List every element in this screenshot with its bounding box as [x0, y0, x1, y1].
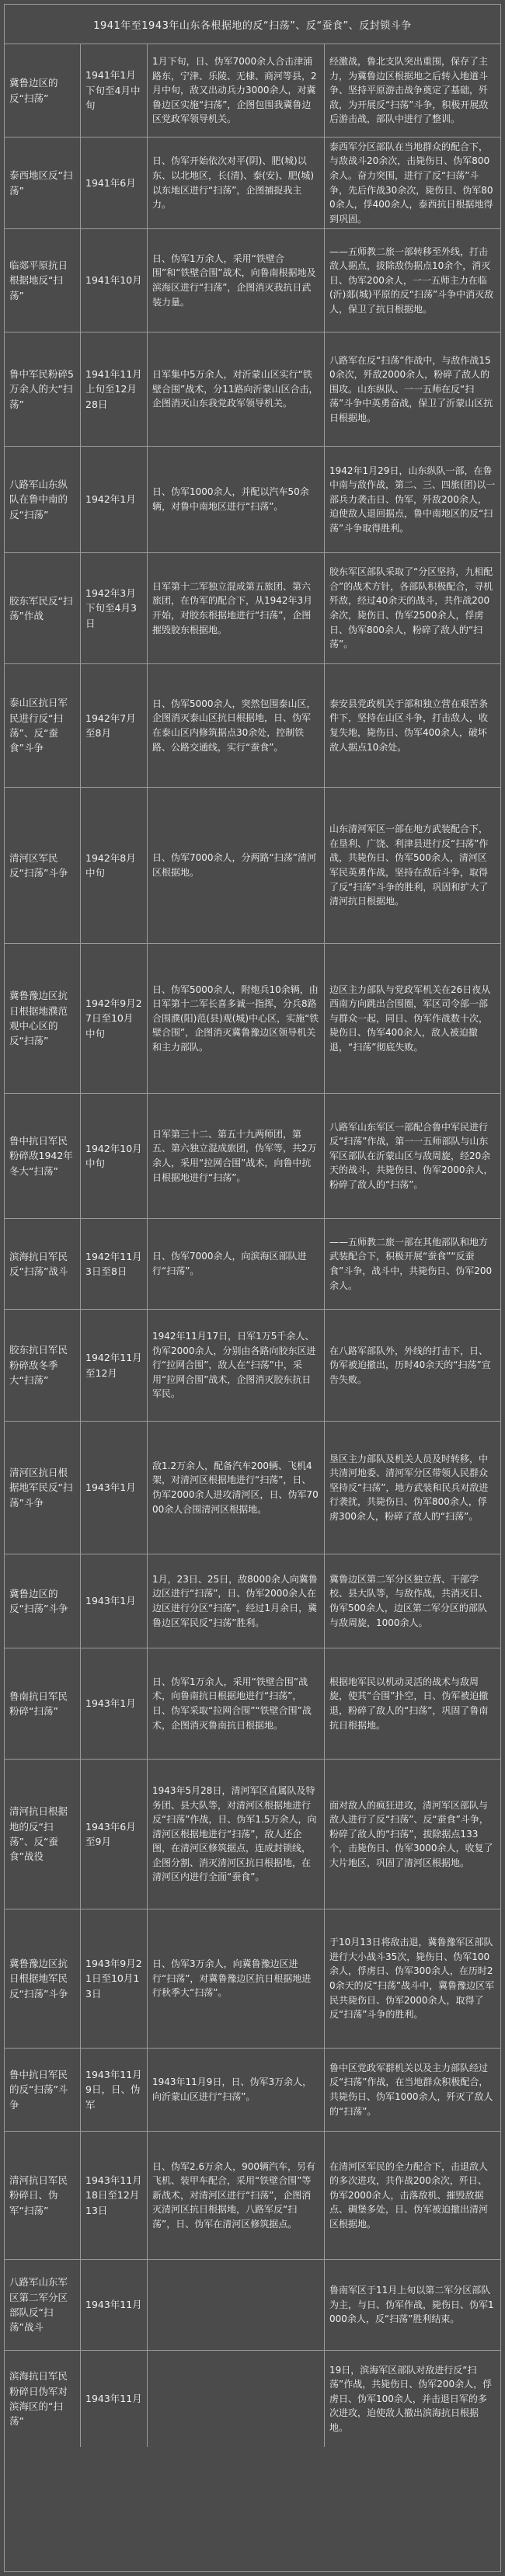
table-body [5, 44, 500, 2571]
table-row [5, 332, 500, 447]
cell-enemy: 日、伪军3万余人，向冀鲁豫边区进行“扫荡”，对冀鲁豫边区抗日根据地进行秋季大“扫荡”。 [148, 1909, 325, 2048]
cell-campaign: 清河区军民反“扫荡”斗争 [5, 788, 81, 943]
cell-campaign: 鲁中抗日军民粉碎敌1942年冬大“扫荡” [5, 1094, 81, 1218]
cell-ours: 1942年1月29日，山东纵队一部，在鲁中南与敌作战，第二、三、四旅(团)以一部兵力袭击日、伪军，歼敌200余人，迫使敌人退回据点，鲁中南地区的反“扫荡”斗争取得胜利。 [329, 465, 496, 534]
cell-ours: 在八路军部队外，外线的打击下，日、伪军被迫撤出，历时40余天的“扫荡”宣告失败。 [329, 1345, 491, 1385]
table-row [5, 2260, 500, 2351]
cell-ours: ——五师教二旅一部在其他部队和地方武装配合下，积极开展“蚕食”“反蚕食”斗争，战斗中，共毙伤日、伪军200余人。 [329, 1236, 493, 1291]
cell-campaign: 冀鲁豫边区抗日根据地军民反“扫荡”斗争 [5, 1909, 81, 2048]
cell-enemy: 日、伪军5000余人，突然包围泰山区，企图消灭泰山区抗日根据地，日、伪军在泰山区内修筑据点30余处，控制铁路、公路交通线，实行“蚕食”。 [148, 664, 325, 787]
table-row [5, 553, 500, 664]
cell-campaign: 滨海抗日军民反“扫荡”战斗 [5, 1219, 81, 1309]
cell-campaign: 清河抗日军民粉碎日、伪军“扫荡” [5, 2132, 81, 2259]
cell-campaign: 八路军山东纵队在鲁中南的反“扫荡” [5, 447, 81, 552]
cell-enemy: 1943年11月9日，日、伪军3万余人，向沂蒙山区进行“扫荡”。 [148, 2049, 325, 2131]
cell-campaign: 鲁南抗日军民粉碎“扫荡” [5, 1648, 81, 1759]
cell-ours: 泰安县党政机关于部和独立营在艰苦条件下，坚持在山区斗争，打击敌人，收复失地，毙伤日、伪军400余人，破坏敌人据点10余处。 [329, 698, 489, 753]
cell-ours: 垦区主力部队及机关人员及时转移，中共清河地委、清河军分区带领人民群众坚持反“扫荡”，地方武装和民兵对敌进行袭扰，共毙伤日、伪军800余人，俘虏300余人，粉碎了敌人的“扫荡”。 [329, 1453, 489, 1522]
table-row [5, 944, 500, 1094]
cell-enemy [148, 2351, 325, 2447]
cell-date: 1941年11月上旬至12月28日 [81, 332, 148, 446]
cell-ours: 八路军在反“扫荡”作战中，与敌作战150余次，歼敌2000余人，粉碎了敌人的围攻。山东纵队、一一五师在反“扫荡”斗争中英勇奋战，保卫了沂蒙山区抗日根据地。 [329, 354, 493, 423]
cell-enemy: 1942年11月17日，日军1万5千余人、伪军2000余人，分别由各路向胶东区进行“拉网合围”，敌人在“扫荡”中，采用“拉网合围”战术，企图消灭胶东抗日军民。 [148, 1310, 325, 1421]
cell-enemy: 日军集中5万余人，对沂蒙山区实行“铁壁合围”战术，分11路向沂蒙山区合击，企图消灭山东我党政军领导机关。 [148, 332, 325, 446]
cell-enemy: 日、伪军1000余人，并配以汽车50余辆，对鲁中南地区进行“扫荡”。 [148, 447, 325, 552]
cell-ours: 经激战，鲁北支队突出重围，保存了主力，为冀鲁边区根据地之后转入地道斗争、坚持平原游击战争奠定了基础，歼敌，为开展反“扫荡”斗争，积极开展敌后游击战，部队中进行了整训。 [329, 56, 489, 125]
cell-date: 1941年6月 [81, 138, 148, 228]
cell-enemy: 日、伪军1万余人，采用“铁壁合围”战术，向鲁南抗日根据地进行“扫荡”，日、伪军采取“拉网合围”“铁壁合围”战术，企图消灭鲁南抗日根据地。 [148, 1648, 325, 1759]
cell-ours: 八路军山东军区一部配合鲁中军民进行反“扫荡”作战，第一一五师部队与山东军区部队在沂蒙山区与敌周旋，经20余天的战斗，共毙伤日、伪军2000余人，粉碎了敌人的“扫荡”。 [329, 1121, 493, 1190]
cell-campaign: 冀鲁豫边区抗日根据地濮范观中心区的反“扫荡” [5, 944, 81, 1093]
cell-date: 1941年1月下旬至4月中旬 [81, 44, 148, 137]
cell-enemy: 日、伪军7000余人，分两路“扫荡”清河区根据地。 [148, 788, 325, 943]
cell-date: 1943年11月18日至12月13日 [81, 2132, 148, 2259]
cell-date: 1942年1月 [81, 447, 148, 552]
cell-campaign: 冀鲁边区的反“扫荡”斗争 [5, 1554, 81, 1648]
table-title: 1941年至1943年山东各根据地的反“扫荡”、反“蚕食”、反封锁斗争 [5, 5, 500, 44]
cell-ours: 边区主力部队与党政军机关在26日夜从西南方向跳出合围圈，军区司令部一部与群众一起，同日、伪军作战数十次，毙伤日、伪军400余人，敌人被迫撤退，“扫荡”彻底失败。 [329, 983, 491, 1053]
table-row [5, 664, 500, 788]
table-row [5, 1219, 500, 1310]
cell-date: 1943年11月 [81, 2260, 148, 2350]
table-row [5, 1909, 500, 2049]
cell-ours: 面对敌人的疯狂进攻，清河军区部队与敌人进行了反“扫荡”、反“蚕食”斗争，粉碎了敌人的“扫荡”，拔除据点133个，击毙伤日、伪军3000余人，收复了大片地区，巩固了清河区根据地。 [329, 1799, 493, 1868]
cell-date: 1942年11月至12月 [81, 1310, 148, 1421]
cell-campaign: 鲁中军民粉碎5万余人的大“扫荡” [5, 332, 81, 446]
table-row [5, 1554, 500, 1648]
table-row [5, 1094, 500, 1219]
cell-date: 1942年11月3日至8日 [81, 1219, 148, 1309]
cell-ours: ——五师教二旅一部转移至外线，打击敌人据点，拔除敌伪据点10余个，消灭日、伪军200余人，一一五师主力在临(沂)郯(城)平原的反“扫荡”斗争中消灭敌人，保卫了抗日根据地。 [329, 245, 494, 315]
cell-campaign: 泰山区抗日军民进行反“扫荡”、反“蚕食”斗争 [5, 664, 81, 787]
cell-enemy: 日、伪军7000余人，向滨海区部队进行“扫荡”。 [148, 1219, 325, 1309]
cell-enemy: 日、伪军2.6万余人，900辆汽车，另有飞机、装甲车配合，采用“铁壁合围”等新战术，对清河区进行“扫荡”，企图消灭清河区抗日根据地，八路军反“扫荡”，日、伪军在清河区修筑据点。 [148, 2132, 325, 2259]
cell-ours: 胶东军区部队采取了“分区坚持，九相配合”的战术方针，各部队积极配合，寻机歼敌，经过40余天的战斗，共作战200余次，毙伤日、伪军2500余人，俘虏日、伪军800余人，粉碎了敌人的“扫荡”。 [329, 566, 493, 650]
cell-ours: 山东清河军区一部在地方武装配合下，在垦利、广饶、利津县进行反“扫荡”作战，共毙伤日、伪军500余人，清河区军民英勇作战，坚持在敌后斗争，取得了反“扫荡”斗争的胜利，巩固和扩大了清河抗日根据地。 [329, 823, 489, 907]
cell-campaign: 泰西地区反“扫荡” [5, 138, 81, 228]
table-row [5, 1422, 500, 1554]
cell-ours: 在清河区军民的全力配合下，击退敌人的多次进攻，共作战200余次，歼日、伪军2000余人，击落敌机、摧毁敌据点、碉堡多处，日、伪军被迫撤出清河区根据地。 [329, 2160, 489, 2230]
cell-enemy: 日、伪军5000余人，附炮兵10余辆，由日军第十二军长喜多诚一指挥，分兵8路合围濮(阳)范(县)观(城)中心区，实施“铁壁合围”，企图消灭冀鲁豫边区领导机关和主力部队。 [148, 944, 325, 1093]
cell-enemy: 日、伪军开始依次对平(阴)、肥(城)以东、以北地区，长(清)、泰(安)、肥(城)以东地区进行“扫荡”，企图捕捉我主力。 [148, 138, 325, 228]
cell-date: 1942年3月下旬至4月3日 [81, 553, 148, 663]
cell-enemy: 日、伪军1万余人，采用“铁壁合围”和“铁壁合围”战术，向鲁南根据地及滨海区进行“扫荡”，企图消灭我抗日武装力量。 [148, 229, 325, 332]
cell-ours: 于10月13日将敌击退，冀鲁豫军区部队进行大小战斗35次，毙伤日、伪军100余人，俘虏日、伪军300余人，在历时20余天的反“扫荡”战斗中，冀鲁豫边区军民共毙伤日、伪军2000余人，取得了反“扫荡”斗争的胜利。 [329, 1937, 495, 2021]
cell-campaign: 清河抗日根据地的反“扫荡”、反“蚕食”战役 [5, 1760, 81, 1909]
cell-date: 1942年7月至8月 [81, 664, 148, 787]
table-row [5, 1648, 500, 1760]
cell-ours: 鲁中区党政军群机关以及主力部队经过反“扫荡”作战，在当地群众积极配合，共毙伤日、伪军1000余人，歼灭了敌人的“扫荡”。 [329, 2062, 493, 2117]
cell-enemy: 1943年5月28日，清河军区直属队及特务团、县大队等，对清河区根据地进行反“扫荡”作战，日、伪军1.5万余人，向清河区根据地进行“扫荡”，敌人还企图，在清河区修筑据点，连成封锁线，企图分割、消灭清河区抗日根据地，在清河区内进行全面“蚕食”。 [148, 1760, 325, 1909]
cell-enemy: 1月下旬，日、伪军7000余人合击津浦路东，宁津、乐陵、无棣、商河等县，2月中旬，敌又出动兵力3000余人，对冀鲁边区实施“扫荡”，企图包围我冀鲁边区党政军领导机关。 [148, 44, 325, 137]
cell-date: 1943年1月 [81, 1422, 148, 1554]
cell-date: 1942年9月27日至10月中旬 [81, 944, 148, 1093]
cell-date: 1941年10月 [81, 229, 148, 332]
cell-campaign: 冀鲁边区的反“扫荡” [5, 44, 81, 137]
cell-date: 1943年11月 [81, 2351, 148, 2447]
cell-campaign: 胶东军民反“扫荡”作战 [5, 553, 81, 663]
cell-ours: 冀鲁边区第二军分区独立营、干部学校、县大队等，与敌作战，共消灭日、伪军500余人，边区第二军分区的部队与敌周旋，1000余人。 [329, 1573, 489, 1628]
cell-date: 1943年6月至9月 [81, 1760, 148, 1909]
table-row [5, 2132, 500, 2260]
cell-date: 1943年1月 [81, 1554, 148, 1648]
cell-ours: 鲁南军区于11月上旬以第二军分区部队为主，与日、伪军作战，毙伤日、伪军1000余人，反“扫荡”胜利结束。 [329, 2285, 494, 2325]
cell-enemy: 日军第三十二、第五十九两师团，第五、第六独立混成旅团，伪军等，共2万余人，采用“拉网合围”战术，向鲁中抗日根据地进行“扫荡”。 [148, 1094, 325, 1218]
cell-campaign: 临郯平原抗日根据地反“扫荡” [5, 229, 81, 332]
cell-campaign: 胶东抗日军民粉碎敌冬季大“扫荡” [5, 1310, 81, 1421]
table-row [5, 229, 500, 332]
cell-campaign: 鲁中抗日军民的反“扫荡”斗争 [5, 2049, 81, 2131]
cell-enemy: 1月，23日、25日，敌8000余人向冀鲁边区进行“扫荡”，日、伪军2000余人在边区进行分区“扫荡”，经过1月余日，冀鲁边区军民反“扫荡”胜利。 [148, 1554, 325, 1648]
cell-campaign: 清河区抗日根据地军民反“扫荡”斗争 [5, 1422, 81, 1554]
table-row [5, 2351, 500, 2447]
cell-date: 1943年11月9日，日、伪军 [81, 2049, 148, 2131]
table-row [5, 44, 500, 138]
cell-enemy: 敌1.2万余人，配备汽车200辆、飞机4架，对清河区根据地进行“扫荡”，日、伪军2000余人进攻清河区，日、伪军7000余人合围清河区根据地。 [148, 1422, 325, 1554]
table-row [5, 2049, 500, 2132]
cell-ours: 根据地军民以机动灵活的战术与敌周旋，使其“合围”扑空，日、伪军被迫撤退，粉碎了敌人的“扫荡”，巩固了鲁南抗日根据地。 [329, 1676, 489, 1731]
table-row [5, 1760, 500, 1909]
cell-campaign: 滨海抗日军民粉碎日伪军对滨海区的“扫荡” [5, 2351, 81, 2447]
table-row [5, 138, 500, 229]
cell-date: 1942年8月中旬 [81, 788, 148, 943]
cell-ours: 泰西军分区部队在当地群众的配合下，与敌战斗20余次，击毙伤日、伪军800余人。奋力突围，进行了反“扫荡”斗争，先后作战30余次，毙伤日、伪军800余人，俘400余人，泰西抗日根据地得到巩固。 [329, 141, 493, 225]
cell-enemy [148, 2260, 325, 2350]
table-row [5, 788, 500, 944]
cell-date: 1942年10月中旬 [81, 1094, 148, 1218]
table-row [5, 447, 500, 553]
cell-date: 1943年9月21日至10月13日 [81, 1909, 148, 2048]
cell-enemy: 日军第十二军独立混成第五旅团、第六旅团，在伪军的配合下，从1942年3月开始，对胶东根据地进行“扫荡”，企图摧毁胶东根据地。 [148, 553, 325, 663]
cell-ours: 19日，滨海军区部队对敌进行反“扫荡”作战，共毙伤日、伪军200余人，俘虏日、伪军100余人，并击退日军的多次进攻，迫使敌人撤出滨海抗日根据地。 [329, 2364, 493, 2433]
cell-campaign: 八路军山东军区第二军分区部队反“扫荡”战斗 [5, 2260, 81, 2350]
data-table [4, 4, 501, 2572]
table-row [5, 1310, 500, 1422]
cell-date: 1943年1月 [81, 1648, 148, 1759]
